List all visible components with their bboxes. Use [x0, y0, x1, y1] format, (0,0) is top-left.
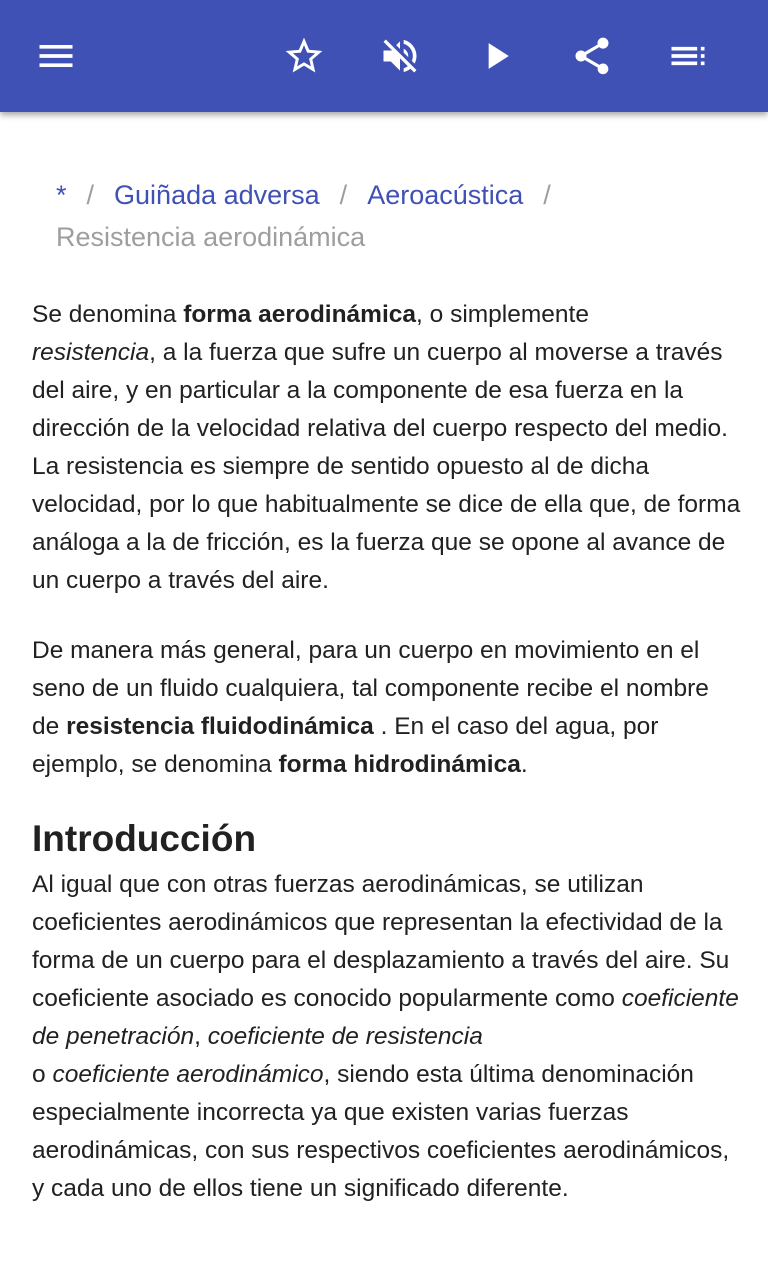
- breadcrumb-current: Resistencia aerodinámica: [56, 222, 366, 252]
- breadcrumb-separator: /: [543, 180, 551, 210]
- app-bar: [0, 0, 768, 112]
- text-span: ,: [194, 1023, 208, 1050]
- article-body: [32, 296, 742, 1208]
- breadcrumb-separator: /: [339, 180, 348, 210]
- play-button[interactable]: [460, 20, 532, 92]
- text-span: , o simplemente: [416, 301, 589, 328]
- text-span: .: [520, 751, 528, 778]
- paragraph-introduccion: [32, 866, 742, 1208]
- breadcrumb-item-home[interactable]: *: [56, 180, 67, 210]
- text-span: , a la fuerza que sufre un cuerpo al moverse a través del aire, y en particular a la componente de esa fuerza en la dirección de la velocidad relativa del cuerpo respecto del medio. La resistencia es siempre de sentido opuesto al de dicha velocidad, por lo que habitualmente se dice de ella que, de forma análoga a la de fricción, es la fuerza que se opone al avance de un cuerpo a través del aire.: [32, 339, 741, 594]
- table-of-contents-icon: [666, 34, 710, 78]
- menu-icon: [34, 34, 78, 78]
- text-span: Se denomina: [32, 301, 184, 328]
- star-outline-icon: [282, 34, 326, 78]
- breadcrumb: [56, 174, 746, 258]
- mute-button[interactable]: [364, 20, 436, 92]
- text-span: . En el caso del agua, por ejemplo, se denomina: [32, 713, 659, 778]
- bold-term: resistencia fluidodinámica: [66, 713, 374, 740]
- paragraph-general: [32, 632, 742, 784]
- bold-term: forma aerodinámica: [183, 301, 417, 328]
- italic-term: coeficiente de penetración: [32, 985, 739, 1050]
- text-span: o: [32, 1061, 53, 1088]
- share-icon: [570, 34, 614, 78]
- breadcrumb-item-guinada-adversa[interactable]: Guiñada adversa: [114, 180, 320, 210]
- menu-button[interactable]: [20, 20, 92, 92]
- breadcrumb-separator: /: [86, 180, 95, 210]
- section-heading-introduccion: Introducción: [32, 818, 257, 859]
- volume-off-icon: [378, 34, 422, 78]
- italic-term: coeficiente de resistencia: [207, 1023, 483, 1050]
- table-of-contents-button[interactable]: [652, 20, 724, 92]
- play-icon: [474, 34, 518, 78]
- italic-term: coeficiente aerodinámico: [52, 1061, 324, 1088]
- text-span: De manera más general, para un cuerpo en movimiento en el seno de un fluido cualquiera, tal componente recibe el nombre de: [32, 637, 709, 740]
- favorite-button[interactable]: [268, 20, 340, 92]
- breadcrumb-item-aeroacustica[interactable]: Aeroacústica: [367, 180, 524, 210]
- paragraph-intro: [32, 296, 742, 600]
- text-span: , siendo esta última denominación especialmente incorrecta ya que existen varias fuerzas aerodinámicas, con sus respectivos coeficientes aerodinámicos, y cada uno de ellos tiene un significado diferente.: [32, 1061, 730, 1202]
- bold-term: forma hidrodinámica: [278, 751, 521, 778]
- text-span: Al igual que con otras fuerzas aerodinámicas, se utilizan coeficientes aerodinámicos que representan la efectividad de la forma de un cuerpo para el desplazamiento a través del aire. Su coeficiente asociado es conocido popularmente como: [32, 871, 730, 1012]
- italic-term: resistencia: [32, 339, 150, 366]
- article-view[interactable]: [0, 112, 768, 1280]
- share-button[interactable]: [556, 20, 628, 92]
